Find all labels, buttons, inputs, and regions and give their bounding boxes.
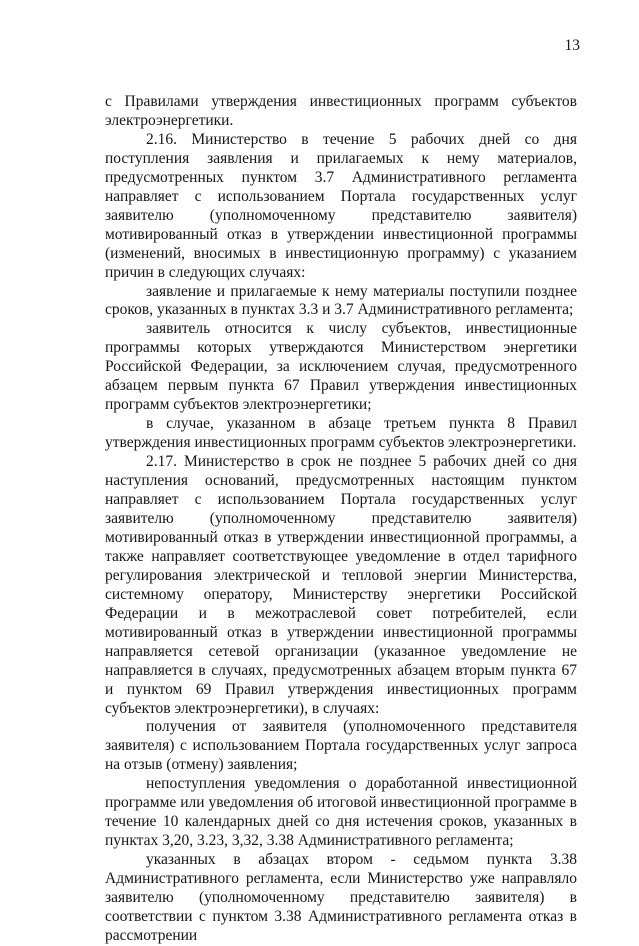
document-body	[105, 93, 577, 946]
paragraph-intro-continuation: с Правилами утверждения инвестиционных программ субъектов электроэнергетики.	[105, 93, 577, 129]
paragraph-no-notification: непоступления уведомления о доработанной инвестиционной программе или уведомления об итоговой инвестиционной программе в течение 10 календарных дней со дня истечения сроков, указанных в пунктах 3,20, 3.23, 3,32, 3.38 Административного регламента;	[105, 775, 577, 850]
paragraph-withdrawal-request: получения от заявителя (уполномоченного представителя заявителя) с использованием Портала государственных услуг запроса на отзыв (отмену) заявления;	[105, 718, 577, 774]
paragraph-late-submission: заявление и прилагаемые к нему материалы поступили позднее сроков, указанных в пунктах 3.3 и 3.7 Административного регламента;	[105, 282, 577, 319]
paragraph-paragraph-three-case: в случае, указанном в абзаце третьем пункта 8 Правил утверждения инвестиционных программ субъектов электроэнергетики.	[105, 415, 577, 452]
page-number: 13	[564, 37, 580, 54]
paragraph-cases-3-38: указанных в абзацах втором - седьмом пункта 3.38 Административного регламента, если Министерство уже направляло заявителю (уполномоченному представителю заявителя) в соответствии с пунктом 3.38 Административного регламента отказ в рассмотрении	[105, 851, 577, 944]
paragraph-ministry-of-energy: заявитель относится к числу субъектов, инвестиционные программы которых утверждаются Министерством энергетики Российской Федерации, за исключением случая, предусмотренного абзацем первым пункта 67 Правил утверждения инвестиционных программ субъектов электроэнергетики;	[105, 320, 577, 414]
paragraph-2-16: 2.16. Министерство в течение 5 рабочих дней со дня поступления заявления и прилагаемых к нему материалов, предусмотренных пунктом 3.7 Административного регламента направляет с использованием Портала государственных услуг заявителю (уполномоченному представителю заявителя) мотивированный отказ в утверждении инвестиционной программы (изменений, вносимых в инвестиционную программу) с указанием причин в следующих случаях:	[105, 130, 577, 281]
paragraph-2-17: 2.17. Министерство в срок не позднее 5 рабочих дней со дня наступления оснований, предусмотренных настоящим пунктом направляет с использованием Портала государственных услуг заявителю (уполномоченному представителю заявителя) мотивированный отказ в утверждении инвестиционной программы, а также направляет соответствующее уведомление в отдел тарифного регулирования электрической и тепловой энергии Министерства, системному оператору, Министерству энергетики Российской Федерации и в межотраслевой совет потребителей, если мотивированный отказ в утверждении инвестиционной программы направляется сетевой организации (указанное уведомление не направляется в случаях, предусмотренных абзацем вторым пункта 67 и пунктом 69 Правил утверждения инвестиционных программ субъектов электроэнергетики), в случаях:	[105, 453, 577, 717]
